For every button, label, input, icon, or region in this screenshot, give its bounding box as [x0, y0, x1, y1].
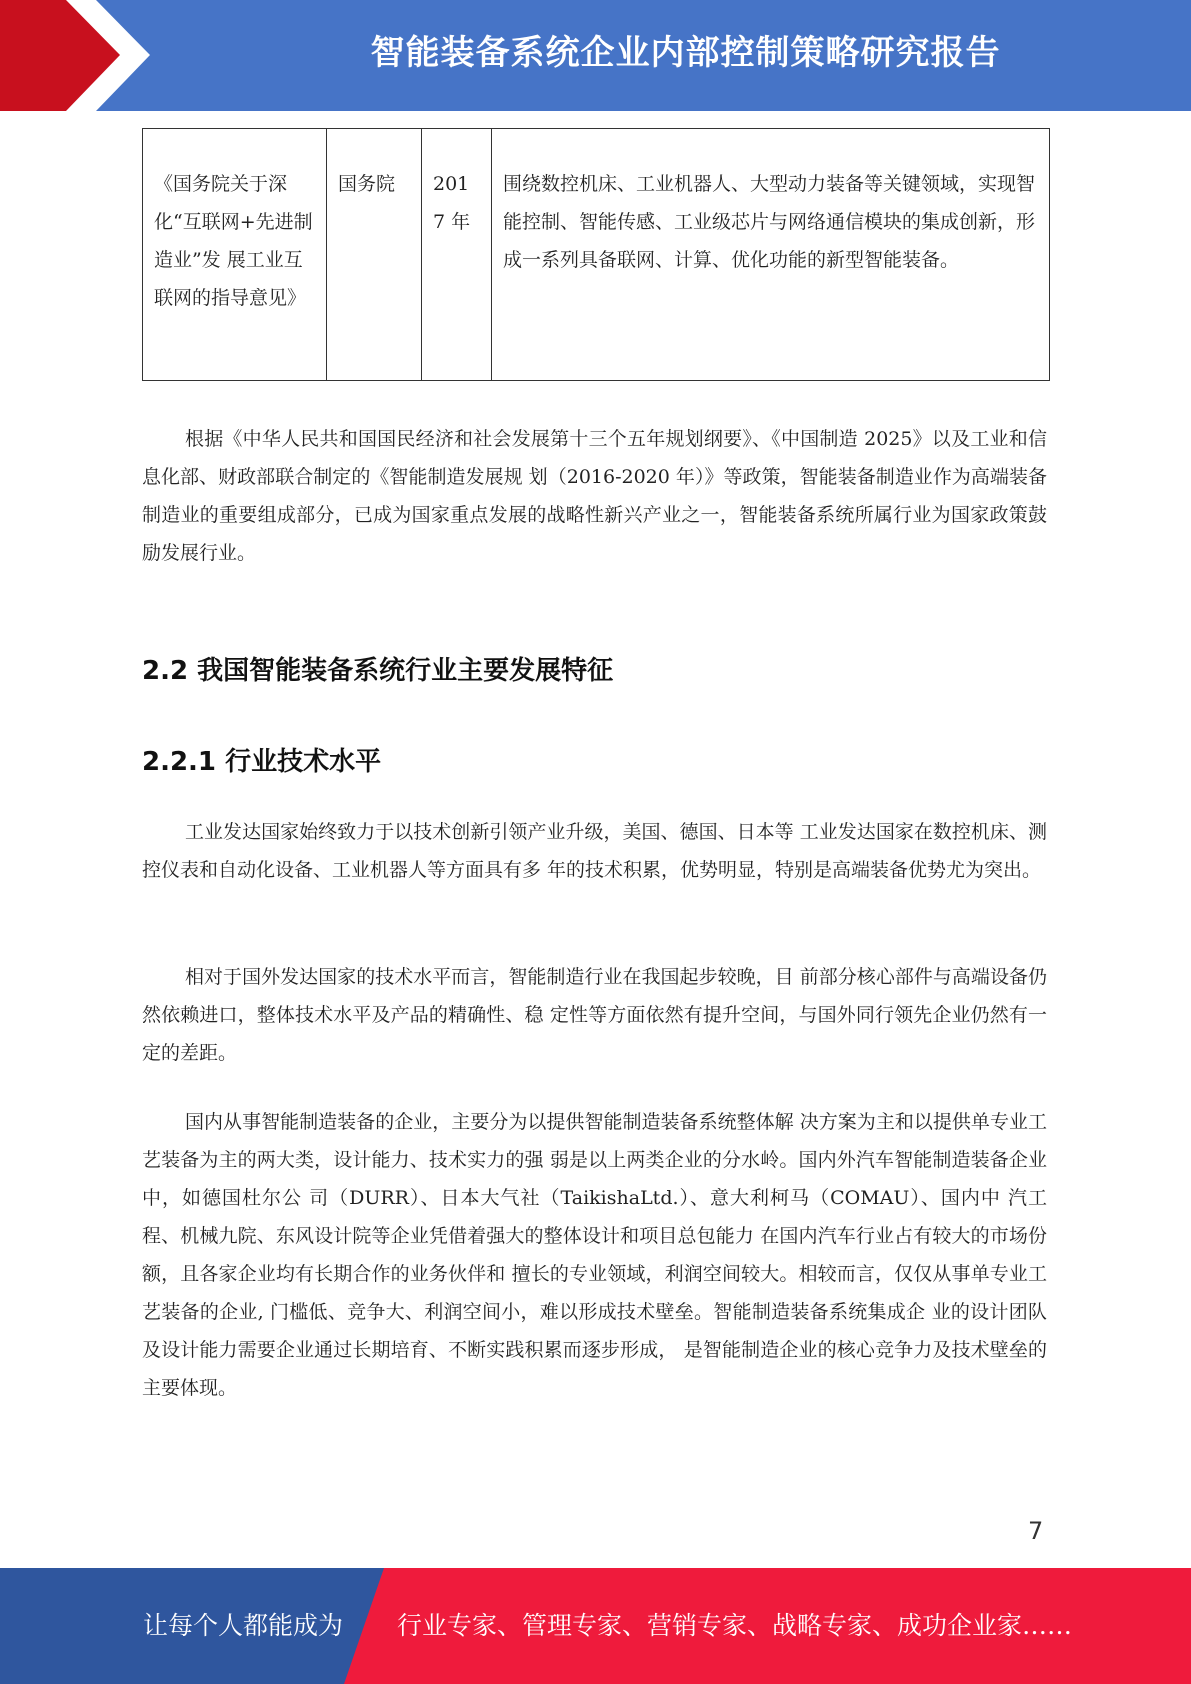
section-heading: 2.2 我国智能装备系统行业主要发展特征 — [142, 656, 614, 686]
footer-slogan-left: 让每个人都能成为 — [143, 1611, 344, 1640]
paragraph-domestic-enterprises: 国内从事智能制造装备的企业，主要分为以提供智能制造装备系统整体解 决方案为主和以提供单专业工艺装备为主的两大类，设计能力、技术实力的强 弱是以上两类企业的分水岭。国内外汽车智能制造装备企业中，如德国杜尔公 司（DURR）、日本大气社（TaikishaLtd.）、意大利柯马（COMAU）、国内中 汽工程、机械九院、东风设计院等企业凭借着强大的整体设计和项目总包能力 在国内汽车行业占有较大的市场份额，且各家企业均有长期合作的业务伙伴和 擅长的专业领域，利润空间较大。相较而言，仅仅从事单专业工艺装备的企业, 门槛低、竞争大、利润空间小，难以形成技术壁垒。智能制造装备系统集成企 业的设计团队及设计能力需要企业通过长期培育、不断实践积累而逐步形成， 是智能制造企业的核心竞争力及技术壁垒的主要体现。 — [142, 1111, 1047, 1399]
policy-content-cell: 围绕数控机床、工业机器人、大型动力装备等关键领域，实现智能控制、智能传感、工业级芯片与网络通信模块的集成创新，形成一系列具备联网、计算、优化功能的新型智能装备。 — [492, 129, 1050, 381]
policy-year-cell: 2017 年 — [422, 129, 492, 381]
paragraph-industry-tech: 工业发达国家始终致力于以技术创新引领产业升级，美国、德国、日本等 工业发达国家在数控机床、测控仪表和自动化设备、工业机器人等方面具有多 年的技术积累，优势明显，特别是高端装备优势尤为突出。 — [142, 821, 1047, 881]
paragraph-domestic-gap: 相对于国外发达国家的技术水平而言，智能制造行业在我国起步较晚，目 前部分核心部件与高端设备仍然依赖进口，整体技术水平及产品的精确性、稳 定性等方面依然有提升空间，与国外同行领先企业仍然有一定的差距。 — [142, 966, 1047, 1064]
subsection-heading: 2.2.1 行业技术水平 — [142, 747, 382, 777]
header-arrow-decoration — [0, 0, 160, 111]
table-row — [143, 129, 1050, 381]
page-header — [0, 0, 1191, 111]
policy-issuer-cell: 国务院 — [327, 129, 422, 381]
report-title: 智能装备系统企业内部控制策略研究报告 — [370, 33, 1001, 73]
paragraph-policy-basis: 根据《中华人民共和国国民经济和社会发展第十三个五年规划纲要》、《中国制造 2025》以及工业和信息化部、财政部联合制定的《智能制造发展规 划（2016-2020 年）》等政策，智能装备制造业作为高端装备制造业的重要组成部分，已成为国家重点发展的战略性新兴产业之一，智能装备系统所属行业为国家政策鼓励发展行业。 — [142, 428, 1047, 564]
footer-slogan-right: 行业专家、管理专家、营销专家、战略专家、成功企业家…… — [397, 1611, 1073, 1640]
page-number: 7 — [1028, 1517, 1044, 1545]
page-footer — [0, 1568, 1191, 1684]
policy-table — [142, 128, 1050, 381]
policy-document-cell: 《国务院关于深化“互联网+先进制造业”发 展工业互联网的指导意见》 — [143, 129, 327, 381]
